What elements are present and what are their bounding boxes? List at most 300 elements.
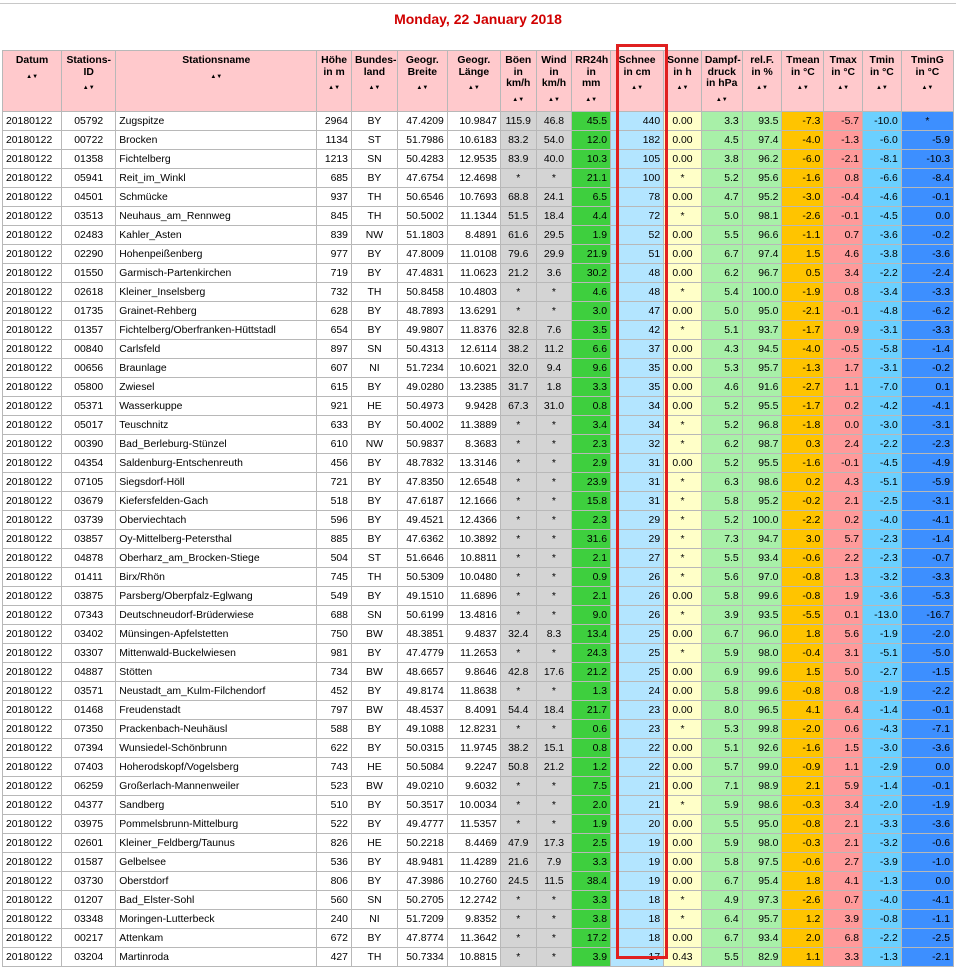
cell-datum: 20180122	[3, 644, 62, 663]
cell-boeen: 68.8	[500, 188, 536, 207]
cell-stations-id: 03204	[62, 948, 116, 967]
header-tming[interactable]	[901, 51, 953, 112]
cell-boeen: 32.8	[500, 321, 536, 340]
cell-bundesland: BY	[351, 454, 397, 473]
cell-rr24h: 21.2	[572, 663, 611, 682]
cell-dampfdruck: 5.5	[701, 549, 742, 568]
cell-wind: 40.0	[536, 150, 572, 169]
cell-laenge: 8.4091	[447, 701, 500, 720]
cell-breite: 50.7334	[397, 948, 447, 967]
cell-datum: 20180122	[3, 112, 62, 131]
cell-relf: 98.6	[742, 473, 782, 492]
cell-dampfdruck: 5.2	[701, 454, 742, 473]
cell-bundesland: HE	[351, 397, 397, 416]
cell-schnee: 105	[611, 150, 664, 169]
cell-wind: 8.3	[536, 625, 572, 644]
cell-bundesland: BY	[351, 492, 397, 511]
cell-dampfdruck: 6.7	[701, 625, 742, 644]
cell-wind: *	[536, 454, 572, 473]
cell-bundesland: BY	[351, 473, 397, 492]
cell-stationsname: Kiefersfelden-Gach	[116, 492, 317, 511]
cell-sonne: 0.00	[664, 929, 702, 948]
cell-tmean: -1.6	[782, 454, 824, 473]
cell-hoehe: 622	[317, 739, 352, 758]
cell-stations-id: 07403	[62, 758, 116, 777]
table-row	[3, 929, 954, 948]
sort-arrows-icon[interactable]: ▲▼	[631, 85, 644, 91]
cell-dampfdruck: 5.3	[701, 720, 742, 739]
cell-datum: 20180122	[3, 929, 62, 948]
cell-breite: 51.1803	[397, 226, 447, 245]
cell-tmax: 3.4	[824, 796, 863, 815]
sort-arrows-icon[interactable]: ▲▼	[585, 96, 598, 103]
cell-tmin: -5.1	[863, 644, 902, 663]
cell-rr24h: 10.3	[572, 150, 611, 169]
sort-arrows-icon[interactable]: ▲▼	[796, 85, 809, 91]
header-label: Sonne in h	[667, 55, 699, 78]
cell-bundesland: BY	[351, 511, 397, 530]
header-tmin[interactable]	[863, 51, 902, 112]
cell-wind: *	[536, 302, 572, 321]
table-row	[3, 169, 954, 188]
cell-hoehe: 743	[317, 758, 352, 777]
cell-rr24h: 21.9	[572, 245, 611, 264]
cell-tming: -4.1	[901, 891, 953, 910]
cell-rr24h: 3.8	[572, 910, 611, 929]
header-boeen[interactable]	[500, 51, 536, 112]
table-row	[3, 758, 954, 777]
cell-laenge: 10.2760	[447, 872, 500, 891]
cell-schnee: 34	[611, 397, 664, 416]
cell-tmean: -2.6	[782, 891, 824, 910]
cell-hoehe: 628	[317, 302, 352, 321]
cell-datum: 20180122	[3, 758, 62, 777]
sort-arrows-icon[interactable]: ▲▼	[82, 85, 95, 91]
cell-boeen: 47.9	[500, 834, 536, 853]
cell-hoehe: 937	[317, 188, 352, 207]
header-label: Stationsname	[182, 55, 251, 66]
cell-boeen: 42.8	[500, 663, 536, 682]
cell-breite: 50.9837	[397, 435, 447, 454]
cell-bundesland: BY	[351, 587, 397, 606]
cell-sonne: *	[664, 416, 702, 435]
cell-hoehe: 745	[317, 568, 352, 587]
cell-datum: 20180122	[3, 226, 62, 245]
cell-bundesland: BW	[351, 701, 397, 720]
sort-arrows-icon[interactable]: ▲▼	[548, 96, 560, 103]
header-stationsname[interactable]	[116, 51, 317, 112]
cell-datum: 20180122	[3, 739, 62, 758]
cell-rr24h: 3.3	[572, 853, 611, 872]
top-divider	[0, 3, 956, 4]
cell-wind: *	[536, 682, 572, 701]
table-row	[3, 530, 954, 549]
cell-datum: 20180122	[3, 359, 62, 378]
cell-relf: 96.0	[742, 625, 782, 644]
cell-schnee: 24	[611, 682, 664, 701]
cell-relf: 95.5	[742, 397, 782, 416]
cell-datum: 20180122	[3, 834, 62, 853]
header-stations-id[interactable]	[62, 51, 116, 112]
cell-stations-id: 03571	[62, 682, 116, 701]
cell-hoehe: 806	[317, 872, 352, 891]
cell-wind: *	[536, 606, 572, 625]
cell-relf: 98.6	[742, 796, 782, 815]
cell-tmean: -0.6	[782, 853, 824, 872]
cell-tmax: 0.7	[824, 226, 863, 245]
header-tmean[interactable]	[782, 51, 824, 112]
cell-rr24h: 21.7	[572, 701, 611, 720]
cell-tmean: -1.6	[782, 739, 824, 758]
cell-stations-id: 02601	[62, 834, 116, 853]
cell-sonne: 0.00	[664, 150, 702, 169]
cell-hoehe: 685	[317, 169, 352, 188]
cell-breite: 49.1510	[397, 587, 447, 606]
cell-hoehe: 2964	[317, 112, 352, 131]
cell-laenge: 9.9428	[447, 397, 500, 416]
cell-tmin: -8.1	[863, 150, 902, 169]
cell-relf: 95.0	[742, 302, 782, 321]
cell-schnee: 27	[611, 549, 664, 568]
cell-tmax: -0.1	[824, 207, 863, 226]
cell-tmax: 6.8	[824, 929, 863, 948]
cell-breite: 49.8174	[397, 682, 447, 701]
cell-breite: 49.9807	[397, 321, 447, 340]
cell-datum: 20180122	[3, 948, 62, 967]
cell-stationsname: Kleiner_Inselsberg	[116, 283, 317, 302]
cell-stationsname: Fichtelberg/Oberfranken-Hüttstadl	[116, 321, 317, 340]
cell-sonne: *	[664, 492, 702, 511]
sort-arrows-icon[interactable]: ▲▼	[512, 96, 525, 103]
cell-sonne: *	[664, 644, 702, 663]
table-row	[3, 321, 954, 340]
cell-tmean: -4.0	[782, 131, 824, 150]
cell-bundesland: BY	[351, 169, 397, 188]
header-sonne[interactable]	[664, 51, 702, 112]
cell-schnee: 47	[611, 302, 664, 321]
cell-relf: 97.4	[742, 131, 782, 150]
cell-boeen: *	[500, 644, 536, 663]
cell-laenge: 10.9847	[447, 112, 500, 131]
cell-tmax: -1.3	[824, 131, 863, 150]
cell-dampfdruck: 5.5	[701, 815, 742, 834]
cell-tmin: -2.2	[863, 264, 902, 283]
cell-tmin: -2.3	[863, 530, 902, 549]
table-row	[3, 473, 954, 492]
cell-stations-id: 06259	[62, 777, 116, 796]
cell-dampfdruck: 6.3	[701, 473, 742, 492]
cell-datum: 20180122	[3, 815, 62, 834]
cell-relf: 97.4	[742, 245, 782, 264]
cell-tmax: 0.0	[824, 416, 863, 435]
cell-tmax: 5.6	[824, 625, 863, 644]
cell-rr24h: 3.4	[572, 416, 611, 435]
cell-schnee: 20	[611, 815, 664, 834]
cell-tmin: -1.3	[863, 872, 902, 891]
cell-tmin: -1.4	[863, 701, 902, 720]
cell-hoehe: 845	[317, 207, 352, 226]
cell-bundesland: NI	[351, 910, 397, 929]
cell-rr24h: 30.2	[572, 264, 611, 283]
cell-tmax: 1.5	[824, 739, 863, 758]
header-schnee[interactable]	[611, 51, 664, 112]
cell-laenge: 11.2653	[447, 644, 500, 663]
cell-bundesland: SN	[351, 340, 397, 359]
cell-breite: 50.4313	[397, 340, 447, 359]
cell-boeen: 32.0	[500, 359, 536, 378]
sort-arrows-icon[interactable]: ▲▼	[467, 85, 480, 91]
cell-laenge: 11.3889	[447, 416, 500, 435]
header-label: Schnee in cm	[618, 55, 656, 78]
cell-tming: -3.6	[901, 739, 953, 758]
cell-tmean: 1.5	[782, 245, 824, 264]
header-label: TminG in °C	[910, 55, 944, 78]
cell-breite: 50.2705	[397, 891, 447, 910]
header-label: Geogr. Breite	[405, 55, 439, 78]
cell-rr24h: 6.5	[572, 188, 611, 207]
cell-rr24h: 3.3	[572, 378, 611, 397]
cell-tmax: 1.7	[824, 359, 863, 378]
cell-tmax: 4.1	[824, 872, 863, 891]
cell-hoehe: 518	[317, 492, 352, 511]
cell-tming: -3.3	[901, 568, 953, 587]
cell-tmin: -7.0	[863, 378, 902, 397]
cell-stationsname: Großerlach-Mannenweiler	[116, 777, 317, 796]
cell-boeen: 79.6	[500, 245, 536, 264]
table-row	[3, 910, 954, 929]
cell-hoehe: 977	[317, 245, 352, 264]
cell-hoehe: 688	[317, 606, 352, 625]
header-rr24h[interactable]	[572, 51, 611, 112]
header-datum[interactable]	[3, 51, 62, 112]
cell-bundesland: SN	[351, 150, 397, 169]
table-row	[3, 359, 954, 378]
cell-bundesland: BY	[351, 378, 397, 397]
cell-boeen: *	[500, 416, 536, 435]
cell-tmax: 3.4	[824, 264, 863, 283]
cell-sonne: 0.00	[664, 454, 702, 473]
cell-relf: 93.5	[742, 112, 782, 131]
cell-rr24h: 1.3	[572, 682, 611, 701]
cell-sonne: 0.00	[664, 359, 702, 378]
cell-bundesland: TH	[351, 283, 397, 302]
cell-stations-id: 07394	[62, 739, 116, 758]
cell-sonne: *	[664, 720, 702, 739]
cell-breite: 48.3851	[397, 625, 447, 644]
cell-laenge: 11.8376	[447, 321, 500, 340]
cell-stations-id: 02483	[62, 226, 116, 245]
cell-tmax: -5.7	[824, 112, 863, 131]
cell-breite: 50.4973	[397, 397, 447, 416]
cell-hoehe: 456	[317, 454, 352, 473]
cell-datum: 20180122	[3, 454, 62, 473]
cell-wind: 17.3	[536, 834, 572, 853]
cell-tmean: -0.8	[782, 568, 824, 587]
cell-dampfdruck: 5.8	[701, 492, 742, 511]
cell-datum: 20180122	[3, 150, 62, 169]
sort-arrows-icon[interactable]: ▲▼	[210, 73, 223, 80]
cell-bundesland: TH	[351, 568, 397, 587]
cell-sonne: 0.43	[664, 948, 702, 967]
cell-stations-id: 01411	[62, 568, 116, 587]
cell-stations-id: 00722	[62, 131, 116, 150]
table-row	[3, 587, 954, 606]
cell-hoehe: 240	[317, 910, 352, 929]
cell-rr24h: 4.4	[572, 207, 611, 226]
cell-boeen: 83.9	[500, 150, 536, 169]
cell-datum: 20180122	[3, 302, 62, 321]
cell-boeen: *	[500, 587, 536, 606]
cell-tmin: -3.0	[863, 739, 902, 758]
cell-tmin: -4.5	[863, 454, 902, 473]
cell-bundesland: TH	[351, 188, 397, 207]
cell-tmax: 5.0	[824, 663, 863, 682]
cell-bundesland: BY	[351, 302, 397, 321]
cell-tmin: -5.1	[863, 473, 902, 492]
cell-schnee: 25	[611, 625, 664, 644]
cell-dampfdruck: 6.2	[701, 264, 742, 283]
sort-arrows-icon[interactable]: ▲▼	[368, 85, 381, 91]
cell-tmin: -1.9	[863, 682, 902, 701]
cell-dampfdruck: 4.7	[701, 188, 742, 207]
cell-breite: 47.4209	[397, 112, 447, 131]
page-title: Monday, 22 January 2018	[394, 11, 562, 27]
cell-datum: 20180122	[3, 568, 62, 587]
cell-dampfdruck: 5.3	[701, 359, 742, 378]
sort-arrows-icon[interactable]: ▲▼	[756, 85, 768, 91]
cell-schnee: 35	[611, 378, 664, 397]
cell-boeen: *	[500, 530, 536, 549]
cell-schnee: 31	[611, 492, 664, 511]
cell-boeen: 38.2	[500, 739, 536, 758]
cell-sonne: 0.00	[664, 872, 702, 891]
sort-arrows-icon[interactable]: ▲▼	[921, 85, 934, 91]
cell-tmin: -3.0	[863, 416, 902, 435]
cell-tmean: -0.2	[782, 492, 824, 511]
cell-datum: 20180122	[3, 131, 62, 150]
cell-dampfdruck: 8.0	[701, 701, 742, 720]
cell-schnee: 42	[611, 321, 664, 340]
header-bundesland[interactable]	[351, 51, 397, 112]
cell-sonne: *	[664, 530, 702, 549]
header-dampfdruck[interactable]	[701, 51, 742, 112]
header-hoehe[interactable]	[317, 51, 352, 112]
cell-wind: 18.4	[536, 701, 572, 720]
cell-wind: *	[536, 283, 572, 302]
cell-laenge: 9.6032	[447, 777, 500, 796]
cell-tmin: -1.9	[863, 625, 902, 644]
cell-schnee: 26	[611, 568, 664, 587]
header-breite[interactable]	[397, 51, 447, 112]
cell-relf: 96.2	[742, 150, 782, 169]
cell-sonne: *	[664, 207, 702, 226]
sort-arrows-icon[interactable]: ▲▼	[715, 96, 728, 103]
cell-hoehe: 885	[317, 530, 352, 549]
cell-tming: -1.9	[901, 796, 953, 815]
cell-dampfdruck: 5.5	[701, 948, 742, 967]
cell-tmax: 4.3	[824, 473, 863, 492]
cell-laenge: 12.8231	[447, 720, 500, 739]
cell-dampfdruck: 3.9	[701, 606, 742, 625]
cell-rr24h: 15.8	[572, 492, 611, 511]
cell-stations-id: 02290	[62, 245, 116, 264]
cell-tmax: 2.1	[824, 492, 863, 511]
cell-boeen: 24.5	[500, 872, 536, 891]
cell-dampfdruck: 5.1	[701, 739, 742, 758]
cell-laenge: 9.8646	[447, 663, 500, 682]
cell-tming: -6.2	[901, 302, 953, 321]
sort-arrows-icon[interactable]: ▲▼	[416, 85, 429, 91]
cell-stationsname: Parsberg/Oberpfalz-Eglwang	[116, 587, 317, 606]
cell-boeen: 83.2	[500, 131, 536, 150]
header-wind[interactable]	[536, 51, 572, 112]
table-body	[3, 112, 954, 967]
cell-datum: 20180122	[3, 321, 62, 340]
cell-rr24h: 1.9	[572, 815, 611, 834]
cell-hoehe: 615	[317, 378, 352, 397]
cell-datum: 20180122	[3, 872, 62, 891]
cell-sonne: *	[664, 910, 702, 929]
cell-stationsname: Freudenstadt	[116, 701, 317, 720]
cell-laenge: 11.6896	[447, 587, 500, 606]
cell-stationsname: Moringen-Lutterbeck	[116, 910, 317, 929]
cell-tmean: -3.0	[782, 188, 824, 207]
cell-laenge: 12.9535	[447, 150, 500, 169]
cell-tmin: -6.6	[863, 169, 902, 188]
table-row	[3, 568, 954, 587]
cell-datum: 20180122	[3, 473, 62, 492]
cell-sonne: *	[664, 435, 702, 454]
cell-schnee: 48	[611, 283, 664, 302]
cell-tmax: 4.6	[824, 245, 863, 264]
sort-arrows-icon[interactable]: ▲▼	[676, 85, 689, 91]
cell-wind: 9.4	[536, 359, 572, 378]
cell-breite: 50.3517	[397, 796, 447, 815]
cell-boeen: *	[500, 606, 536, 625]
cell-tming: -3.1	[901, 492, 953, 511]
cell-breite: 49.0210	[397, 777, 447, 796]
cell-schnee: 23	[611, 720, 664, 739]
cell-tming: -3.3	[901, 283, 953, 302]
header-laenge[interactable]	[447, 51, 500, 112]
table-row	[3, 625, 954, 644]
sort-arrows-icon[interactable]: ▲▼	[875, 85, 888, 91]
sort-arrows-icon[interactable]: ▲▼	[328, 85, 341, 91]
cell-tmax: -0.4	[824, 188, 863, 207]
sort-arrows-icon[interactable]: ▲▼	[26, 73, 39, 80]
cell-stationsname: Schmücke	[116, 188, 317, 207]
cell-wind: 11.2	[536, 340, 572, 359]
cell-hoehe: 719	[317, 264, 352, 283]
sort-arrows-icon[interactable]: ▲▼	[837, 85, 850, 91]
cell-breite: 49.4521	[397, 511, 447, 530]
cell-rr24h: 12.0	[572, 131, 611, 150]
cell-relf: 93.5	[742, 606, 782, 625]
cell-tming: -3.6	[901, 815, 953, 834]
cell-sonne: 0.00	[664, 302, 702, 321]
cell-laenge: 11.0108	[447, 245, 500, 264]
cell-tming: -4.1	[901, 511, 953, 530]
cell-tmax: 0.7	[824, 891, 863, 910]
header-relf[interactable]	[742, 51, 782, 112]
header-tmax[interactable]	[824, 51, 863, 112]
cell-wind: *	[536, 511, 572, 530]
cell-schnee: 17	[611, 948, 664, 967]
cell-sonne: 0.00	[664, 226, 702, 245]
cell-datum: 20180122	[3, 245, 62, 264]
cell-tming: -2.4	[901, 264, 953, 283]
cell-stations-id: 01207	[62, 891, 116, 910]
